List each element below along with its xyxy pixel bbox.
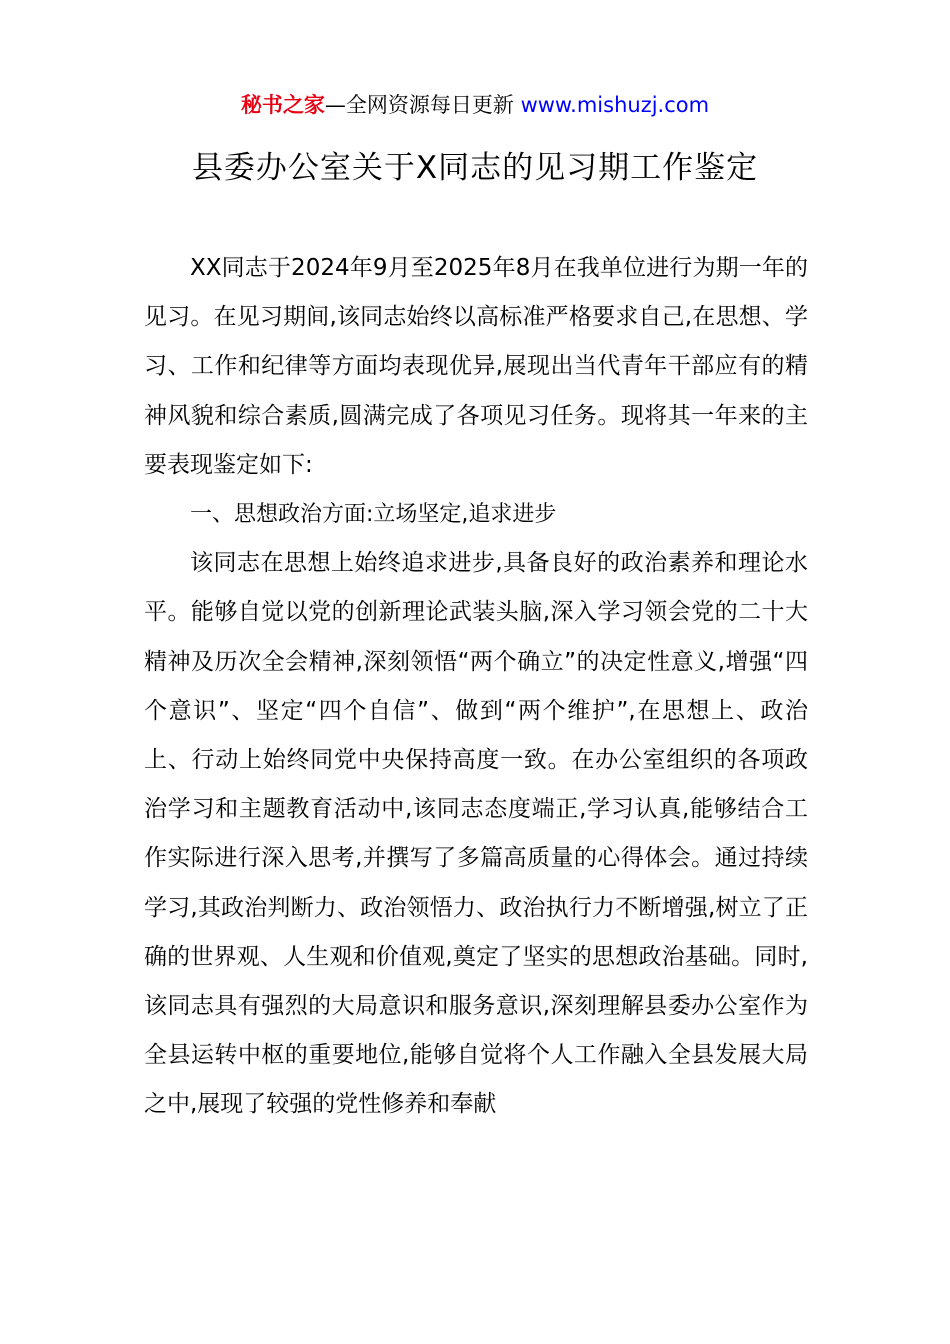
intro-paragraph: XX同志于2024年9月至2025年8月在我单位进行为期一年的见习。在见习期间,该同志始终以高标准严格要求自己,在思想、学习、工作和纪律等方面均表现优异,展现出当代青年干部应有的精神风貌和综合素质,圆满完成了各项见习任务。现将其一年来的主要表现鉴定如下: (144, 255, 808, 478)
document-body (144, 244, 808, 1130)
section-heading: 一、思想政治方面:立场坚定,追求进步 (190, 502, 557, 528)
body-paragraph: 该同志在思想上始终追求进步,具备良好的政治素养和理论水平。能够自觉以党的创新理论武装头脑,深入学习领会党的二十大精神及历次全会精神,深刻领悟“两个确立”的决定性意义,增强“四个意识”、坚定“四个自信”、做到“两个维护”,在思想上、政治上、行动上始终同党中央保持高度一致。在办公室组织的各项政治学习和主题教育活动中,该同志态度端正,学习认真,能够结合工作实际进行深入思考,并撰写了多篇高质量的心得体会。通过持续学习,其政治判断力、政治领悟力、政治执行力不断增强,树立了正确的世界观、人生观和价值观,奠定了坚实的思想政治基础。同时,该同志具有强烈的大局意识和服务意识,深刻理解县委办公室作为全县运转中枢的重要地位,能够自觉将个人工作融入全县发展大局之中,展现了较强的党性修养和奉献 (144, 550, 808, 1118)
site-header (0, 88, 950, 122)
site-url-link[interactable]: www.mishuzj.com (520, 93, 710, 117)
document-title: 县委办公室关于X同志的见习期工作鉴定 (191, 150, 759, 186)
brand-name: 秘书之家 (240, 93, 325, 117)
header-tagline: —全网资源每日更新 (324, 93, 514, 117)
